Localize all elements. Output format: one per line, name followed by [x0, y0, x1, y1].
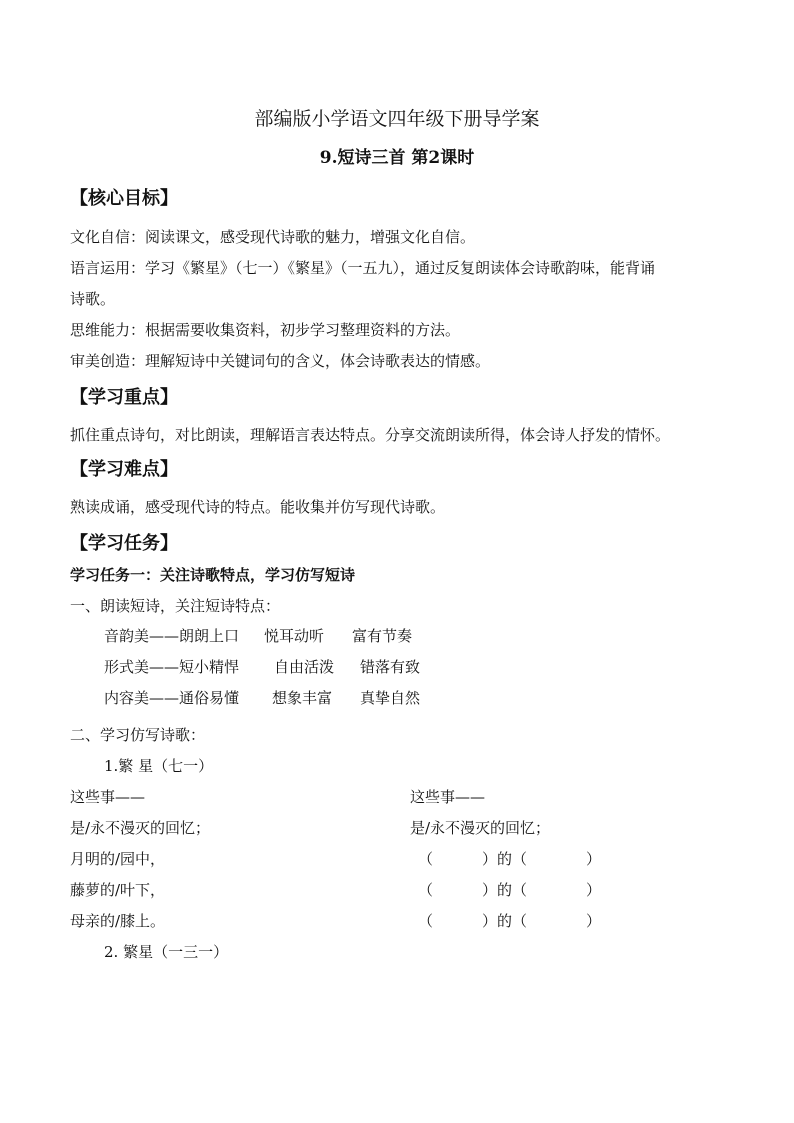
poem2-title: 2. 繁星（一三一） [104, 943, 229, 961]
task1-title: 学习任务一：关注诗歌特点，学习仿写短诗 [70, 566, 356, 584]
poem-line: 这些事—— [70, 788, 146, 806]
goal-thinking: 思维能力：根据需要收集资料，初步学习整理资料的方法。 [70, 321, 461, 339]
core-goals-heading: 【核心目标】 [70, 188, 178, 209]
part1-title: 一、朗读短诗，关注短诗特点： [70, 597, 281, 615]
part2-title: 二、学习仿写诗歌： [70, 726, 206, 744]
poem-line: 母亲的/膝上。 [70, 912, 166, 930]
feature-label: 内容美——通俗易懂 [104, 689, 240, 707]
goal-culture: 文化自信：阅读课文，感受现代诗歌的魅力，增强文化自信。 [70, 228, 476, 246]
imitation-line: 这些事—— [410, 788, 486, 806]
poem-line: 月明的/园中， [70, 850, 166, 868]
goal-language-cont: 诗歌。 [70, 290, 116, 308]
feature-a: 想象丰富 [272, 689, 333, 707]
page-title: 部编版小学语文四年级下册导学案 [254, 108, 540, 130]
tasks-heading: 【学习任务】 [70, 533, 178, 554]
poem-line: 藤萝的/叶下， [70, 881, 166, 899]
poem1-title: 1.繁 星（七一） [104, 757, 214, 775]
feature-a: 悦耳动听 [264, 627, 325, 645]
feature-b: 富有节奏 [352, 627, 413, 645]
difficulties-heading: 【学习难点】 [70, 459, 178, 480]
key-points-heading: 【学习重点】 [70, 387, 178, 408]
difficulties-text: 熟读成诵，感受现代诗的特点。能收集并仿写现代诗歌。 [70, 498, 446, 516]
feature-label: 形式美——短小精悍 [104, 658, 240, 676]
poem-line: 是/永不漫灭的回忆； [70, 819, 211, 837]
goal-language: 语言运用：学习《繁星》（七一）《繁星》（一五九），通过反复朗读体会诗歌韵味，能背诵 [70, 259, 656, 277]
feature-a: 自由活泼 [274, 658, 335, 676]
goal-aesthetic: 审美创造：理解短诗中关键词句的含义，体会诗歌表达的情感。 [70, 352, 491, 370]
lesson-subtitle: 9.短诗三首 第2课时 [319, 148, 475, 168]
key-points-text: 抓住重点诗句，对比朗读，理解语言表达特点。分享交流朗读所得，体会诗人抒发的情怀。 [70, 426, 671, 444]
feature-b: 错落有致 [360, 658, 421, 676]
feature-label: 音韵美——朗朗上口 [104, 627, 240, 645]
imitation-line: 是/永不漫灭的回忆； [410, 819, 551, 837]
feature-b: 真挚自然 [360, 689, 421, 707]
